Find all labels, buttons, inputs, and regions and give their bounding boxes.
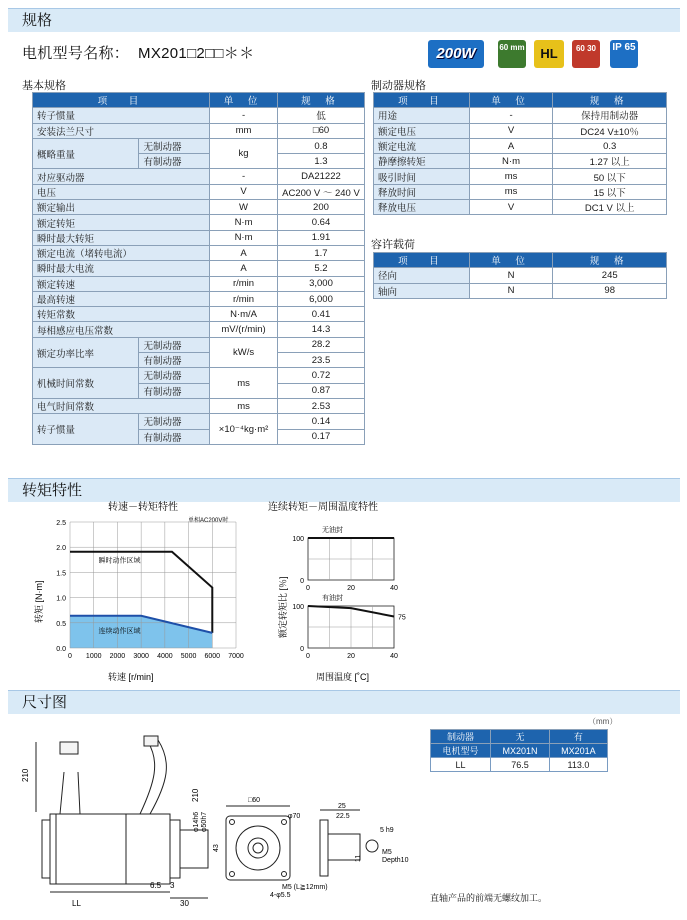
- row-unit: -: [210, 108, 278, 123]
- label-m5l: M5 (L≧12mm): [282, 884, 328, 891]
- row-value: □60: [277, 123, 364, 138]
- table-row: [33, 307, 365, 322]
- row-name: 瞬时最大转矩: [33, 230, 210, 245]
- badge-hl: HL: [534, 40, 564, 68]
- x-tick-label: 3000: [133, 653, 149, 660]
- row-value: 2.53: [277, 398, 364, 413]
- section-header-torque: 转矩特性: [8, 478, 680, 502]
- table-row: [374, 200, 667, 215]
- brake-header-item: 项 目: [374, 93, 470, 108]
- row-unit: r/min: [210, 291, 278, 306]
- row-value: 0.8: [277, 138, 364, 153]
- shaft-note: 直轴产品的前端无螺纹加工。: [430, 893, 548, 903]
- table-row: [33, 215, 365, 230]
- row-subname: 有制动器: [139, 383, 210, 398]
- row-value: 6,000: [277, 291, 364, 306]
- x-tick-label: 0: [306, 585, 310, 592]
- label-d70: φ70: [288, 813, 301, 820]
- label-11: 11: [355, 854, 362, 862]
- section-header-spec: 规格: [8, 8, 680, 32]
- row-unit: ms: [210, 398, 278, 413]
- y-tick-label: 2.0: [56, 545, 66, 553]
- dim-row-label-ll: LL: [431, 758, 491, 772]
- dim-model-n: MX201N: [491, 744, 550, 758]
- label-4-5-5: 4-φ5.5: [270, 892, 291, 899]
- table-row: [33, 322, 365, 337]
- row-value: 0.17: [277, 429, 364, 444]
- y-tick-label: 0: [300, 646, 304, 653]
- row-value: DC1 V 以上: [553, 200, 667, 215]
- row-subname: 有制动器: [139, 154, 210, 169]
- table-row: [33, 230, 365, 245]
- brake-header-spec: 规 格: [553, 93, 667, 108]
- row-value: 1.91: [277, 230, 364, 245]
- table-row: [33, 245, 365, 260]
- x-tick-label: 1000: [85, 653, 102, 660]
- row-value: 1.7: [277, 245, 364, 260]
- table-row: [374, 169, 667, 184]
- row-name: 转子惯量: [33, 108, 210, 123]
- label-d50: φ50h7: [201, 811, 208, 832]
- row-unit: kg: [210, 138, 278, 169]
- row-unit: kW/s: [210, 337, 278, 368]
- dimension-drawing: [20, 722, 430, 912]
- row-value: AC200 V ～ 240 V: [277, 184, 364, 199]
- label-22-5: 22.5: [336, 813, 350, 820]
- instant-region-label: 瞬时动作区域: [98, 557, 141, 565]
- row-name: 电压: [33, 184, 210, 199]
- x-axis-label: 转速 [r/min]: [108, 672, 154, 682]
- badge-60-30: 60 30: [572, 40, 600, 68]
- y-axis-label: 额定转矩比 [％]: [278, 576, 288, 638]
- panel-label: 有油封: [322, 595, 343, 602]
- brake-spec-table: [373, 92, 667, 215]
- row-unit: -: [469, 108, 553, 123]
- row-name: 转矩常数: [33, 307, 210, 322]
- table-row: [33, 291, 365, 306]
- chart-note: 单相AC200V时: [188, 518, 229, 524]
- row-unit: ms: [210, 368, 278, 399]
- table-row: [33, 276, 365, 291]
- dim-row-label-model: 电机型号: [431, 744, 491, 758]
- x-axis-label: 周围温度 [˚C]: [316, 672, 369, 682]
- row-value: 保持用制动器: [553, 108, 667, 123]
- row-value: 23.5: [277, 353, 364, 368]
- dim-header-brake: 制动器: [431, 730, 491, 744]
- row-value: 3,000: [277, 276, 364, 291]
- row-name: 额定输出: [33, 200, 210, 215]
- table-row: [374, 184, 667, 199]
- motor-front-view: [226, 806, 290, 880]
- y-tick-label: 2.5: [56, 520, 66, 527]
- dim-header-yes: 有: [549, 730, 607, 744]
- row-value: 1.3: [277, 154, 364, 169]
- brake-header-unit: 单 位: [469, 93, 553, 108]
- row-unit: ms: [469, 184, 553, 199]
- table-row: [33, 200, 365, 215]
- badge-200w: 200W: [428, 40, 484, 68]
- dim-ll-a: 113.0: [549, 758, 607, 772]
- y-tick-label: 100: [292, 536, 304, 543]
- load-title: 容许载荷: [371, 239, 415, 251]
- row-subname: 有制动器: [139, 353, 210, 368]
- row-value: DC24 V±10％: [553, 123, 667, 138]
- badge-ip65: IP 65: [610, 40, 638, 68]
- x-tick-label: 40: [390, 585, 398, 592]
- row-name: 安装法兰尺寸: [33, 123, 210, 138]
- basic-header-unit: 单 位: [210, 93, 278, 108]
- table-row: [374, 138, 667, 153]
- row-name: 释放时间: [374, 184, 470, 199]
- table-row: [33, 184, 365, 199]
- row-name: 额定转速: [33, 276, 210, 291]
- row-value: 245: [553, 268, 667, 283]
- load-header-unit: 单 位: [469, 253, 553, 268]
- x-tick-label: 7000: [228, 653, 244, 660]
- row-unit: -: [210, 169, 278, 184]
- row-name: 额定电压: [374, 123, 470, 138]
- y-tick-label: 0.5: [56, 620, 66, 628]
- row-subname: 无制动器: [139, 337, 210, 352]
- row-name: 额定电流: [374, 138, 470, 153]
- row-unit: A: [210, 245, 278, 260]
- label-m5: M5: [382, 849, 392, 856]
- temp-torque-chart: [268, 498, 418, 688]
- y-axis-label: 转矩 [N·m]: [34, 580, 44, 623]
- label-210-b: 210: [191, 788, 200, 802]
- table-row: [33, 169, 365, 184]
- row-value: 1.27 以上: [553, 154, 667, 169]
- row-unit: V: [469, 123, 553, 138]
- row-value: 5.2: [277, 261, 364, 276]
- x-tick-label: 40: [390, 653, 398, 660]
- row-unit: mV/(r/min): [210, 322, 278, 337]
- row-subname: 无制动器: [139, 138, 210, 153]
- row-unit: mm: [210, 123, 278, 138]
- row-name: 径向: [374, 268, 470, 283]
- table-row: [374, 154, 667, 169]
- table-row: [374, 123, 667, 138]
- x-tick-label: 4000: [157, 653, 173, 660]
- load-table: [373, 252, 667, 299]
- row-value: 0.3: [553, 138, 667, 153]
- row-unit: N·m: [469, 154, 553, 169]
- row-name: 瞬时最大电流: [33, 261, 210, 276]
- continuous-region-label: 连续动作区域: [98, 627, 141, 635]
- x-tick-label: 20: [347, 653, 355, 660]
- motor-side-view: [36, 736, 208, 898]
- x-tick-label: 20: [347, 585, 355, 592]
- x-tick-label: 0: [68, 653, 72, 660]
- label-43: 43: [213, 844, 220, 852]
- dim-model-a: MX201A: [549, 744, 607, 758]
- label-depth: Depth10: [382, 857, 409, 864]
- label-6-5: 6.5: [150, 881, 162, 890]
- row-name: 额定电流（堵转电流）: [33, 245, 210, 260]
- row-name: 静摩擦转矩: [374, 154, 470, 169]
- row-name: 轴向: [374, 283, 470, 298]
- table-row: [374, 268, 667, 283]
- speed-torque-chart: [28, 498, 258, 688]
- row-unit: V: [469, 200, 553, 215]
- y-tick-label: 0.0: [56, 646, 66, 653]
- table-row: [374, 108, 667, 123]
- row-unit: A: [210, 261, 278, 276]
- dim-header-no: 无: [491, 730, 550, 744]
- row-value: 98: [553, 283, 667, 298]
- label-d60: □60: [248, 797, 261, 804]
- label-30: 30: [180, 899, 189, 908]
- label-5h9: 5 h9: [380, 827, 394, 834]
- row-unit: N: [469, 268, 553, 283]
- label-d14: φ14h6: [193, 811, 200, 832]
- basic-header-item: 项 目: [33, 93, 210, 108]
- dim-unit: （mm）: [588, 717, 618, 726]
- row-unit: ×10⁻⁴kg·m²: [210, 414, 278, 445]
- row-name: 电气时间常数: [33, 398, 210, 413]
- row-name: 概略重量: [33, 138, 139, 169]
- end-value-label: 75: [398, 614, 406, 622]
- dim-table: [430, 729, 608, 772]
- chart-title: 转速－转矩特性: [108, 502, 178, 513]
- row-value: 0.41: [277, 307, 364, 322]
- row-unit: N·m: [210, 215, 278, 230]
- label-210-a: 210: [21, 768, 30, 782]
- basic-spec-table: [32, 92, 365, 445]
- load-header-spec: 规 格: [553, 253, 667, 268]
- table-row: [374, 283, 667, 298]
- y-tick-label: 0: [300, 578, 304, 585]
- y-tick-label: 1.0: [56, 595, 66, 603]
- label-ll: LL: [72, 899, 81, 908]
- table-row: [33, 414, 365, 429]
- load-header-item: 项 目: [374, 253, 470, 268]
- row-value: 低: [277, 108, 364, 123]
- x-tick-label: 2000: [109, 653, 126, 660]
- table-row: [33, 123, 365, 138]
- row-name: 用途: [374, 108, 470, 123]
- y-tick-label: 100: [292, 604, 304, 611]
- y-tick-label: 1.5: [56, 570, 66, 578]
- table-row: [33, 337, 365, 352]
- row-unit: N·m: [210, 230, 278, 245]
- x-tick-label: 5000: [180, 653, 197, 660]
- row-value: 0.14: [277, 414, 364, 429]
- row-unit: r/min: [210, 276, 278, 291]
- row-name: 额定转矩: [33, 215, 210, 230]
- badge-60mm: 60 mm: [498, 40, 526, 68]
- table-row: [33, 108, 365, 123]
- row-unit: N: [469, 283, 553, 298]
- model-name: 电机型号名称： MX201□2□□＊＊: [22, 45, 255, 62]
- brake-spec-title: 制动器规格: [371, 80, 426, 92]
- row-value: 0.87: [277, 383, 364, 398]
- label-3: 3: [170, 881, 175, 890]
- row-name: 吸引时间: [374, 169, 470, 184]
- table-row: [33, 261, 365, 276]
- row-unit: A: [469, 138, 553, 153]
- section-header-dims: 尺寸图: [8, 690, 680, 714]
- table-row: [33, 398, 365, 413]
- row-unit: N·m/A: [210, 307, 278, 322]
- panel-label: 无油封: [322, 527, 343, 534]
- table-row: [33, 368, 365, 383]
- row-value: DA21222: [277, 169, 364, 184]
- x-tick-label: 6000: [204, 653, 221, 660]
- row-value: 200: [277, 200, 364, 215]
- x-tick-label: 0: [306, 653, 310, 660]
- row-subname: 无制动器: [139, 368, 210, 383]
- row-unit: V: [210, 184, 278, 199]
- row-name: 对应驱动器: [33, 169, 210, 184]
- row-value: 0.64: [277, 215, 364, 230]
- row-unit: W: [210, 200, 278, 215]
- basic-header-spec: 规 格: [277, 93, 364, 108]
- row-subname: 有制动器: [139, 429, 210, 444]
- row-name: 机械时间常数: [33, 368, 139, 399]
- row-name: 转子惯量: [33, 414, 139, 445]
- label-25: 25: [338, 803, 346, 810]
- row-name: 释放电压: [374, 200, 470, 215]
- row-name: 额定功率比率: [33, 337, 139, 368]
- row-value: 50 以下: [553, 169, 667, 184]
- row-value: 0.72: [277, 368, 364, 383]
- chart-title: 连续转矩－周围温度特性: [268, 502, 378, 513]
- row-subname: 无制动器: [139, 414, 210, 429]
- row-value: 15 以下: [553, 184, 667, 199]
- basic-spec-title: 基本规格: [22, 80, 66, 92]
- row-unit: ms: [469, 169, 553, 184]
- dim-ll-n: 76.5: [491, 758, 550, 772]
- row-name: 每相感应电压常数: [33, 322, 210, 337]
- table-row: [33, 138, 365, 153]
- row-value: 28.2: [277, 337, 364, 352]
- row-name: 最高转速: [33, 291, 210, 306]
- row-value: 14.3: [277, 322, 364, 337]
